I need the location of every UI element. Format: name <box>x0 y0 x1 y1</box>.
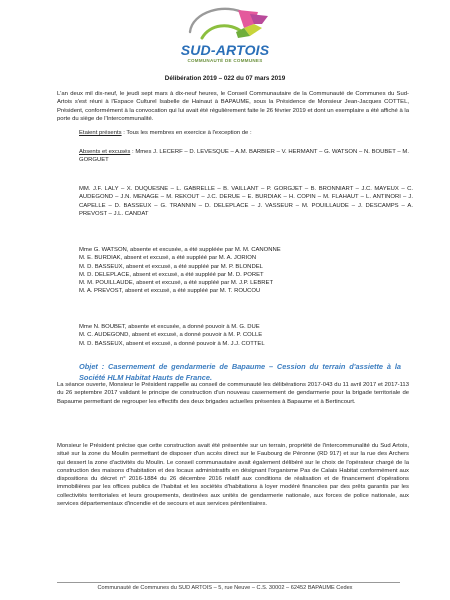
brand-name: SUD-ARTOIS <box>180 42 270 58</box>
paragraph-2: Monsieur le Président précise que cette construction avait été présentée sur un terrain, propriété de l'intercommunalité du Sud Artois, situé sur la zone du Moulin permettant de disposer d'un accès direct sur le Faubourg de Péronne (RD 917) et sur la rue des Archers qui dessert la zone d'activités du Moulin. Le conseil communautaire avait également délibéré sur le choix de l'opérateur chargé de la construction des maisons d'habitation et des locaux administratifs en désignant l'organisme Pas de Calais Habitat conformément aux dispositions du décret n° 2016-1884 du 26 décembre 2016 relatif aux conditions de réalisation et de financement d'opérations immobilières par les offices publics de l'habitat et les sociétés d'habitations à loyer modéré financées par des prêts garantis par les collectivités territoriales et leurs groupements, destinées aux unités de gendarmerie nationale, aux forces de police nationale, aux services départementaux d'incendie et de secours et aux services pénitentiaires. <box>57 443 409 508</box>
logo-mark-icon <box>150 2 300 44</box>
footer-address: Communauté de Communes du SUD ARTOIS – 5, rue Neuve – C.S. 30002 – 62452 BAPAUME Cedex <box>97 585 353 591</box>
absents-more-list: MM. J.F. LALY – X. DUQUESNE – L. GABRELLE – B. VAILLANT – P. GORGJET – B. BRONNIART – J.C. MAYEUX – C. AUDEGOND – J.N. MENAGE – M. REKOUT – J.C. DERUE – E. BURDIAK – H. COPIN – M. FLAHAUT – L. ANTINORI – J. CAPELLE – D. BASSEUX – G. TRANNIN – D. DELEPLACE – J. VASSEUR – M. POUILLAUDE – J. DESCAMPS – A. PREVOST – J.L. CANDAT <box>79 186 413 217</box>
paragraph-1: La séance ouverte, Monsieur le Président rappelle au conseil de communauté les délibérations 2017-043 du 11 avril 2017 et 2017-113 du 26 septembre 2017 validant le principe de construction d'un nouveau casernement de gendarmerie pour la brigade territoriale de Bapaume permettant de regrouper les effectifs des deux brigades actuelles présentes à Bapaume et à Bertincourt. <box>57 382 409 405</box>
intro-paragraph: L'an deux mil dix-neuf, le jeudi sept mars à dix-neuf heures, le Conseil Communautaire de la Communauté de Communes du Sud-Artois s'est réuni à l'Espace Culturel Isabelle de Hainaut à BAPAUME, sous la Présidence de Monsieur Jean-Jacques COTTEL, Président, conformément à la convocation qui lui avait été régulièrement faite le 26 février 2019 et dont un exemplaire a été affiché à la porte du siège de l'Intercommunalité. <box>57 91 409 122</box>
sud-artois-logo <box>150 2 300 70</box>
list-item: M. D. BASSEUX, absent et excusé, a donné pouvoir à M. J.J. COTTEL <box>79 340 265 347</box>
absents-text: : Mmes J. LECERF – D. LEVESQUE – A.M. BARBIER – V. HERMANT – G. WATSON – N. BOUBET – M. GORGUET <box>79 149 409 164</box>
present-text: : Tous les membres en exercice à l'exception de : <box>121 130 252 136</box>
deliberation-title: Délibération 2019 – 022 du 07 mars 2019 <box>164 75 286 82</box>
list-item: Mme G. WATSON, absente et excusée, a été suppléée par M. M. CANONNE <box>79 247 281 253</box>
absents-label: Absents et excusés <box>79 149 131 155</box>
list-item: M. E. BURDIAK, absent et excusé, a été suppléé par M. A. JORION <box>79 255 257 262</box>
brand-subtitle: COMMUNAUTÉ DE COMMUNES <box>187 58 263 63</box>
list-item: Mme N. BOUBET, absente et excusée, a donné pouvoir à M. G. DUE <box>79 324 260 330</box>
footer-divider <box>57 582 400 583</box>
list-item: M. D. BASSEUX, absent et excusé, a été suppléé par M. P. BLONDEL <box>79 263 263 270</box>
list-item: M. M. POUILLAUDE, absent et excusé, a été suppléé par M. J.P. LEBRET <box>79 280 274 287</box>
objet-heading: Objet : Casernement de gendarmerie de Bapaume – Cession du terrain d'assiette à la Société HLM Habitat Hauts de France. <box>79 362 401 382</box>
substitutions-list <box>79 246 339 296</box>
proxies-list <box>79 323 339 348</box>
list-item: M. A. PREVOST, absent et excusé, a été suppléé par M. T. ROUCOU <box>79 288 261 295</box>
list-item: M. D. DELEPLACE, absent et excusé, a été suppléé par M. D. PORET <box>79 271 264 278</box>
list-item: M. C. AUDEGOND, absent et excusé, a donné pouvoir à M. P. COLLE <box>79 332 263 339</box>
absents-list <box>79 148 409 165</box>
present-members <box>79 129 399 137</box>
present-label: Etaient présents <box>79 130 122 136</box>
